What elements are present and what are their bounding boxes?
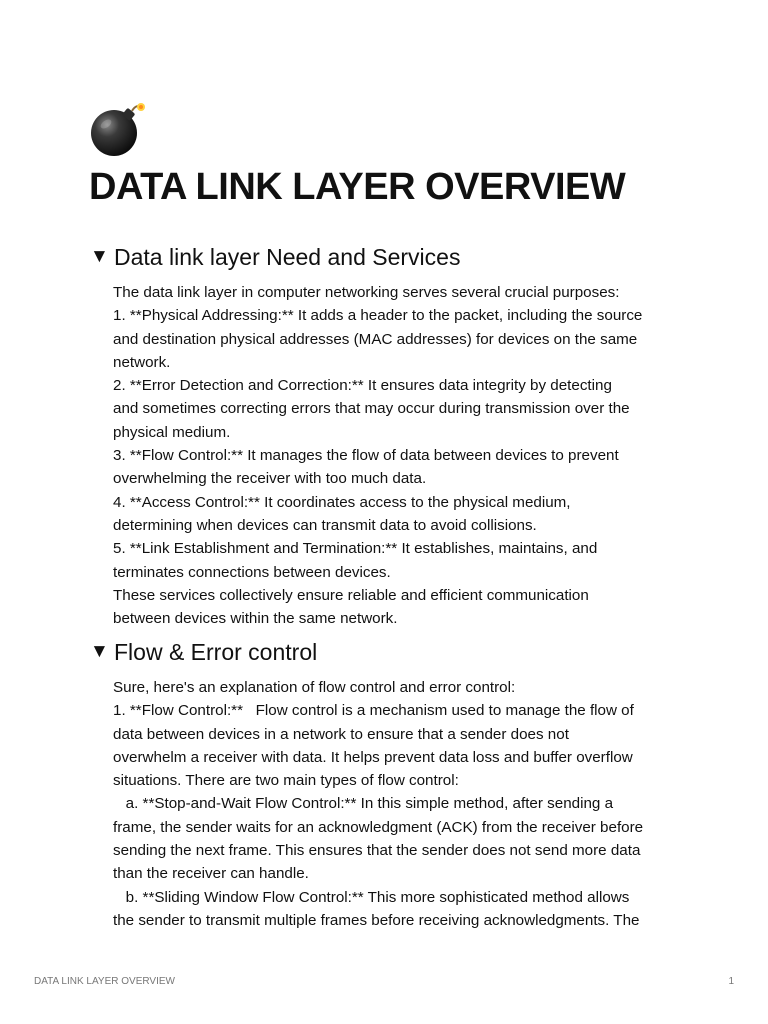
text-line: determining when devices can transmit data to avoid collisions. bbox=[113, 516, 537, 534]
bomb-icon bbox=[88, 100, 146, 158]
text-line: overwhelm a receiver with data. It helps prevent data loss and buffer overflow bbox=[113, 748, 633, 766]
text-line: than the receiver can handle. bbox=[113, 865, 309, 883]
text-line: and sometimes correcting errors that may occur during transmission over the bbox=[113, 400, 630, 418]
section-heading: Data link layer Need and Services bbox=[114, 244, 461, 270]
text-line: overwhelming the receiver with too much data. bbox=[113, 470, 427, 488]
text-line: sending the next frame. This ensures that the sender does not send more data bbox=[113, 842, 641, 860]
text-line: network. bbox=[113, 353, 171, 371]
text-line: 1. **Physical Addressing:** It adds a header to the packet, including the source bbox=[113, 307, 643, 325]
text-line: 4. **Access Control:** It coordinates access to the physical medium, bbox=[113, 493, 571, 511]
text-line: situations. There are two main types of flow control: bbox=[113, 772, 459, 790]
section-heading: Flow & Error control bbox=[114, 639, 318, 665]
text-line: between devices within the same network. bbox=[113, 610, 398, 628]
toggle-triangle-icon[interactable]: ▼ bbox=[90, 641, 109, 662]
text-line: frame, the sender waits for an acknowledgment (ACK) from the receiver before bbox=[113, 818, 644, 836]
text-line: Sure, here's an explanation of flow control and error control: bbox=[113, 679, 516, 696]
text-line: and destination physical addresses (MAC addresses) for devices on the same bbox=[113, 330, 638, 348]
text-line: The data link layer in computer networking serves several crucial purposes: bbox=[113, 284, 620, 301]
section-body bbox=[113, 676, 690, 932]
text-line: b. **Sliding Window Flow Control:** This more sophisticated method allows bbox=[113, 888, 630, 906]
text-line: data between devices in a network to ensure that a sender does not bbox=[113, 725, 569, 743]
page-title: DATA LINK LAYER OVERVIEW bbox=[89, 166, 626, 208]
toggle-triangle-icon[interactable]: ▼ bbox=[90, 246, 109, 267]
text-line: terminates connections between devices. bbox=[113, 563, 391, 581]
text-line: 5. **Link Establishment and Termination:** It establishes, maintains, and bbox=[113, 540, 598, 558]
text-line: the sender to transmit multiple frames before receiving acknowledgments. The bbox=[113, 911, 640, 929]
text-line: physical medium. bbox=[113, 423, 231, 441]
text-line: 2. **Error Detection and Correction:** It ensures data integrity by detecting bbox=[113, 377, 612, 395]
footer-document-title: DATA LINK LAYER OVERVIEW bbox=[34, 976, 175, 987]
text-line: a. **Stop-and-Wait Flow Control:** In this simple method, after sending a bbox=[113, 795, 614, 813]
footer-page-number: 1 bbox=[728, 976, 734, 987]
text-line: 3. **Flow Control:** It manages the flow of data between devices to prevent bbox=[113, 447, 619, 465]
toggle-header[interactable] bbox=[90, 241, 690, 273]
toggle-section-data-link-services bbox=[90, 241, 690, 630]
text-line: These services collectively ensure reliable and efficient communication bbox=[113, 586, 589, 604]
toggle-header[interactable] bbox=[90, 636, 690, 668]
text-line: 1. **Flow Control:** Flow control is a mechanism used to manage the flow of bbox=[113, 702, 634, 720]
toggle-section-flow-error-control bbox=[90, 636, 690, 932]
section-body bbox=[113, 281, 690, 630]
